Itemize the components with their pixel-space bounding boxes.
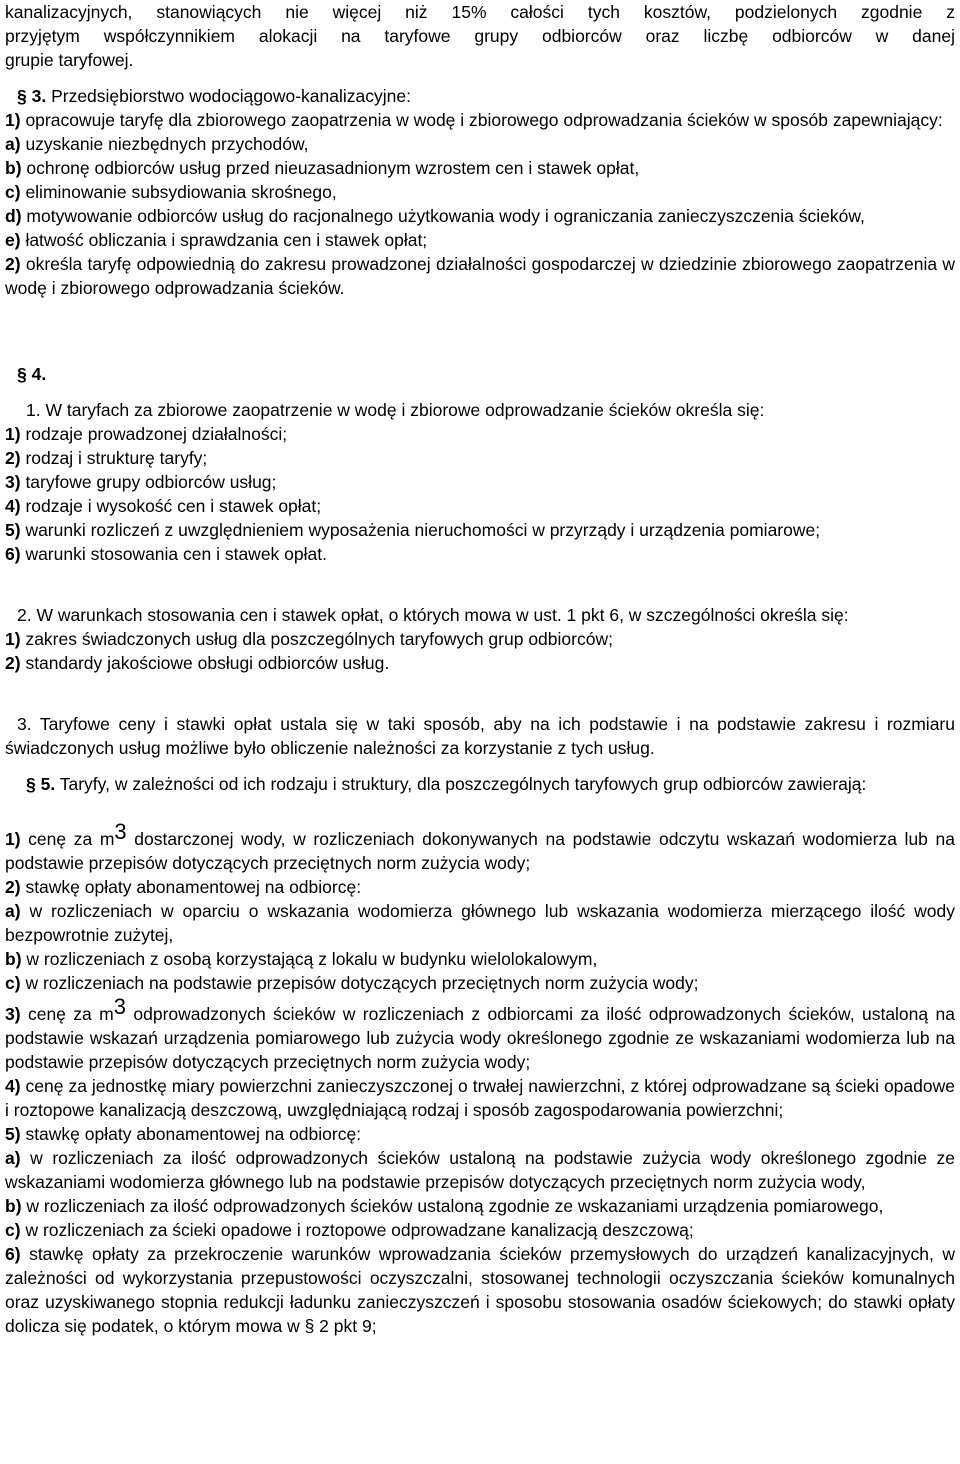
list-item: 2) stawkę opłaty abonamentowej na odbiorcę: xyxy=(5,877,362,897)
list-item: 1) opracowuje taryfę dla zbiorowego zaopatrzenia w wodę i zbiorowego odprowadzania ścieków w sposób zapewniający: xyxy=(5,110,943,130)
section-4-ust-1 xyxy=(5,398,955,566)
list-item: a) w rozliczeniach za ilość odprowadzonych ścieków ustaloną na podstawie zużycia wody określonego zgodnie ze wskazaniami wodomierza głównego lub na podstawie przepisów dotyczących przeciętnych norm zużycia wody, xyxy=(5,1148,955,1192)
list-item: 6) warunki stosowania cen i stawek opłat. xyxy=(5,544,327,564)
list-item: 1) rodzaje prowadzonej działalności; xyxy=(5,424,288,444)
list-item: 5) stawkę opłaty abonamentowej na odbiorcę: xyxy=(5,1124,362,1144)
list-item: a) uzyskanie niezbędnych przychodów, xyxy=(5,134,309,154)
list-item: a) w rozliczeniach w oparciu o wskazania wodomierza głównego lub wskazania wodomierza mierzącego ilość wody bezpowrotnie zużytej, xyxy=(5,901,955,945)
section-5-heading: § 5. xyxy=(26,774,56,794)
ust-1-lead: 1. W taryfach za zbiorowe zaopatrzenie w wodę i zbiorowe odprowadzanie ścieków określa się: xyxy=(26,400,765,420)
section-4-ust-2 xyxy=(5,603,955,675)
list-item: 6) stawkę opłaty za przekroczenie warunków wprowadzania ścieków przemysłowych do urządzeń kanalizacyjnych, w zależności od wykorzystania przepustowości oczyszczalni, stosowanej technologii oczyszczania ścieków komunalnych oraz uzyskiwanego stopnia redukcji ładunku zanieczyszczeń i sposobu stosowania osadów ściekowych; do stawki opłaty dolicza się podatek, o którym mowa w § 2 pkt 9; xyxy=(5,1244,956,1336)
list-item: d) motywowanie odbiorców usług do racjonalnego użytkowania wody i ograniczania zanieczyszczenia ścieków, xyxy=(5,206,865,226)
list-item: 2) rodzaj i strukturę taryfy; xyxy=(5,448,208,468)
section-5 xyxy=(5,772,955,796)
intro-line: przyjętym współczynnikiem alokacji na taryfowe grupy odbiorców oraz liczbę odbiorców w danej xyxy=(5,26,955,46)
section-5-lead: § 5. Taryfy, w zależności od ich rodzaju i struktury, dla poszczególnych taryfowych grup odbiorców zawierają: xyxy=(26,774,867,794)
list-item: c) eliminowanie subsydiowania skrośnego, xyxy=(5,182,337,202)
section-3 xyxy=(5,84,955,300)
ust-3-text: 3. Taryfowe ceny i stawki opłat ustala się w taki sposób, aby na ich podstawie i na podstawie zakresu i rozmiaru świadczonych usług możliwe było obliczenie należności za korzystanie z tych usług. xyxy=(5,714,955,758)
section-3-heading-line xyxy=(5,84,955,108)
section-4-ust-3 xyxy=(5,712,955,760)
intro-line: kanalizacyjnych, stanowiących nie więcej niż 15% całości tych kosztów, podzielonych zgodnie z xyxy=(5,2,955,22)
section-5-list-part-2 xyxy=(5,994,956,1338)
list-item: b) w rozliczeniach z osobą korzystającą z lokalu w budynku wielolokalowym, xyxy=(5,949,598,969)
list-item: 1) zakres świadczonych usług dla poszczególnych taryfowych grup odbiorców; xyxy=(5,629,613,649)
list-item: 4) cenę za jednostkę miary powierzchni zanieczyszczonej o trwałej nawierzchni, z której odprowadzane są ścieki opadowe i roztopowe kanalizacją deszczową, uwzględniającą rodzaj i sposób zagospodarowania powierzchni; xyxy=(5,1076,955,1120)
list-item: 3) cenę za $m^3$ odprowadzonych ścieków w rozliczeniach z odbiorcami za ilość odprowadzonych ścieków, ustaloną na podstawie wskazań urządzenia pomiarowego lub zużycia wody określonego zgodnie ze wskazaniami wodomierza lub na podstawie przepisów dotyczących przeciętnych norm zużycia wody; xyxy=(5,994,955,1072)
list-item: 5) warunki rozliczeń z uwzględnieniem wyposażenia nieruchomości w przyrządy i urządzenia pomiarowe; xyxy=(5,520,821,540)
section-3-lead: Przedsiębiorstwo wodociągowo-kanalizacyjne: xyxy=(51,86,411,106)
list-item: b) w rozliczeniach za ilość odprowadzonych ścieków ustaloną zgodnie ze wskazaniami urządzenia pomiarowego, xyxy=(5,1196,884,1216)
list-item: 4) rodzaje i wysokość cen i stawek opłat; xyxy=(5,496,322,516)
ust-2-lead: 2. W warunkach stosowania cen i stawek opłat, o których mowa w ust. 1 pkt 6, w szczególności określa się: xyxy=(17,605,849,625)
list-item: 1) cenę za $m^3$ dostarczonej wody, w rozliczeniach dokonywanych na podstawie odczytu wskazań wodomierza lub na podstawie przepisów dotyczących przeciętnych norm zużycia wody; xyxy=(5,819,955,873)
list-item: 2) standardy jakościowe obsługi odbiorców usług. xyxy=(5,653,390,673)
section-5-list-part-1 xyxy=(5,819,955,995)
intro-paragraph xyxy=(5,0,955,72)
section-4-heading: § 4. xyxy=(17,364,47,384)
list-item: c) w rozliczeniach na podstawie przepisów dotyczących przeciętnych norm zużycia wody; xyxy=(5,973,699,993)
list-item: 3) taryfowe grupy odbiorców usług; xyxy=(5,472,277,492)
list-item: c) w rozliczeniach za ścieki opadowe i roztopowe odprowadzane kanalizacją deszczową; xyxy=(5,1220,694,1240)
section-4-heading-line xyxy=(5,362,955,386)
section-4 xyxy=(5,362,955,386)
list-item: e) łatwość obliczania i sprawdzania cen i stawek opłat; xyxy=(5,230,428,250)
intro-line: grupie taryfowej. xyxy=(5,50,134,70)
list-item: b) ochronę odbiorców usług przed nieuzasadnionym wzrostem cen i stawek opłat, xyxy=(5,158,640,178)
section-3-heading: § 3. xyxy=(17,86,47,106)
list-item: 2) określa taryfę odpowiednią do zakresu prowadzonej działalności gospodarczej w dziedzinie zbiorowego zaopatrzenia w wodę i zbiorowego odprowadzania ścieków. xyxy=(5,254,955,298)
